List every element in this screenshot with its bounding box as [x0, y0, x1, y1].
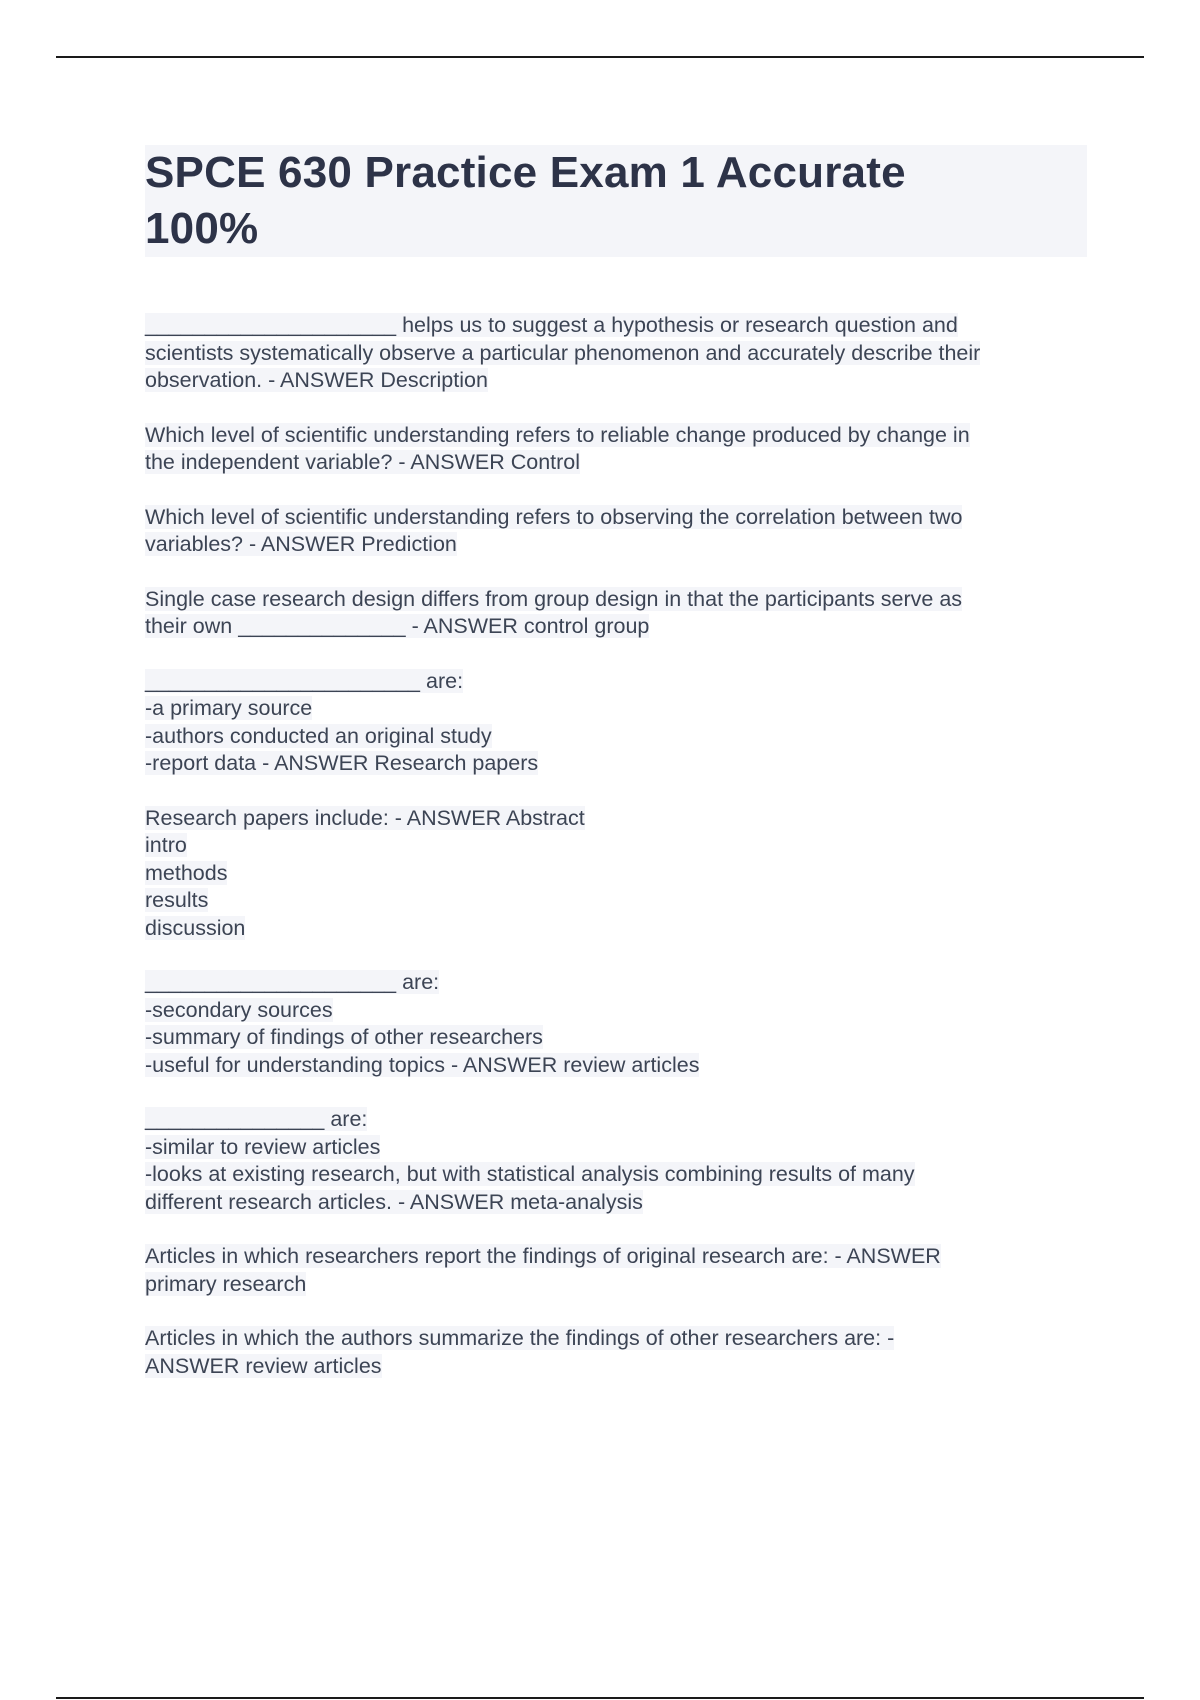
- qa-line: _____________________ helps us to suggest a hypothesis or research question and: [145, 313, 958, 337]
- qa-line: Research papers include: - ANSWER Abstract: [145, 805, 585, 830]
- qa-item: [145, 805, 1095, 943]
- qa-item: [145, 312, 1095, 395]
- qa-item: [145, 1325, 1095, 1380]
- page-title: [145, 145, 1087, 257]
- qa-item: [145, 586, 1095, 641]
- qa-line: -secondary sources: [145, 997, 333, 1022]
- qa-item: [145, 969, 1095, 1079]
- qa-item: [145, 422, 1095, 477]
- qa-line: observation. - ANSWER Description: [145, 368, 488, 392]
- qa-line: scientists systematically observe a particular phenomenon and accurately describe their: [145, 340, 981, 365]
- qa-item: [145, 1243, 1095, 1298]
- qa-item: [145, 1106, 1095, 1216]
- bottom-rule: [56, 1697, 1144, 1699]
- qa-line: discussion: [145, 915, 246, 940]
- qa-line: results: [145, 888, 209, 912]
- qa-item: [145, 668, 1095, 778]
- qa-line: -report data - ANSWER Research papers: [145, 751, 539, 775]
- qa-line: _______________________ are:: [145, 668, 464, 693]
- top-rule: [56, 56, 1144, 58]
- qa-line: _______________ are:: [145, 1107, 368, 1131]
- qa-line: Which level of scientific understanding refers to reliable change produced by change in: [145, 422, 970, 447]
- qa-line: Single case research design differs from group design in that the participants serve as: [145, 586, 963, 611]
- qa-line: their own ______________ - ANSWER control group: [145, 614, 650, 638]
- qa-line: different research articles. - ANSWER meta-analysis: [145, 1189, 643, 1214]
- title-line: SPCE 630 Practice Exam 1 Accurate: [145, 148, 906, 197]
- qa-line: -authors conducted an original study: [145, 723, 492, 748]
- qa-line: _____________________ are:: [145, 970, 440, 994]
- qa-line: Articles in which the authors summarize the findings of other researchers are: -: [145, 1326, 895, 1350]
- qa-line: ANSWER review articles: [145, 1353, 382, 1378]
- qa-line: -similar to review articles: [145, 1134, 381, 1159]
- qa-line: primary research: [145, 1271, 307, 1296]
- title-line: 100%: [145, 204, 259, 253]
- qa-line: Articles in which researchers report the findings of original research are: - ANSWER: [145, 1244, 941, 1268]
- qa-item: [145, 504, 1095, 559]
- qa-line: Which level of scientific understanding refers to observing the correlation between two: [145, 504, 963, 529]
- qa-list: [145, 312, 1095, 1407]
- qa-line: methods: [145, 860, 228, 885]
- qa-line: -summary of findings of other researchers: [145, 1025, 543, 1049]
- qa-line: the independent variable? - ANSWER Control: [145, 450, 581, 474]
- qa-line: intro: [145, 833, 187, 857]
- qa-line: -looks at existing research, but with statistical analysis combining results of many: [145, 1162, 915, 1186]
- title-block: [145, 145, 1087, 257]
- qa-line: variables? - ANSWER Prediction: [145, 532, 457, 556]
- qa-line: -useful for understanding topics - ANSWER review articles: [145, 1052, 700, 1077]
- qa-line: -a primary source: [145, 696, 313, 720]
